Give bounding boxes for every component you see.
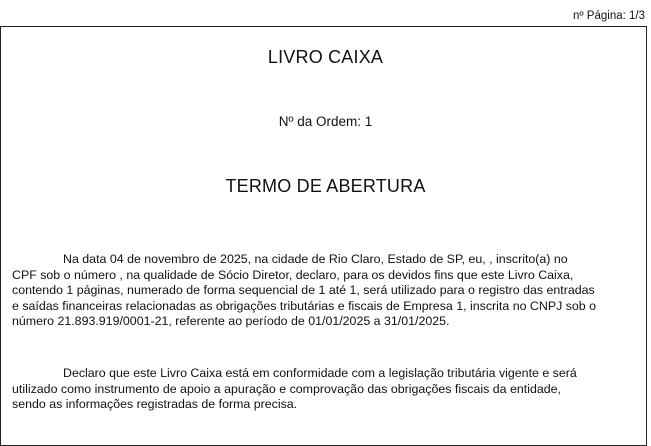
- declaration-paragraph: [12, 366, 638, 413]
- paragraph-line: Declaro que este Livro Caixa está em conformidade com a legislação tributária vigente e será: [63, 366, 577, 380]
- order-number: Nº da Ordem: 1: [278, 114, 373, 129]
- paragraph-line: número 21.893.919/0001-21, referente ao período de 01/01/2025 a 31/01/2025.: [12, 314, 450, 328]
- paragraph-line: contendo 1 páginas, numerado de forma sequencial de 1 até 1, será utilizado para o registro das entradas: [12, 283, 595, 297]
- document-title: LIVRO CAIXA: [267, 47, 384, 67]
- page-number: nº Página: 1/3: [573, 10, 645, 22]
- opening-paragraph: [12, 252, 638, 330]
- paragraph-line: sendo as informações registradas de forma precisa.: [12, 397, 298, 411]
- paragraph-line: utilizado como instrumento de apoio a apuração e comprovação das obrigações fiscais da entidade,: [12, 381, 561, 396]
- paragraph-line: CPF sob o número , na qualidade de Sócio Diretor, declaro, para os devidos fins que este Livro Caixa,: [12, 267, 574, 282]
- paragraph-line: e saídas financeiras relacionadas as obrigações tributárias e fiscais de Empresa 1, inscrita no CNPJ sob o: [12, 298, 597, 313]
- document-subtitle: TERMO DE ABERTURA: [225, 176, 426, 196]
- paragraph-line: Na data 04 de novembro de 2025, na cidade de Rio Claro, Estado de SP, eu, , inscrito(a) no: [63, 252, 568, 266]
